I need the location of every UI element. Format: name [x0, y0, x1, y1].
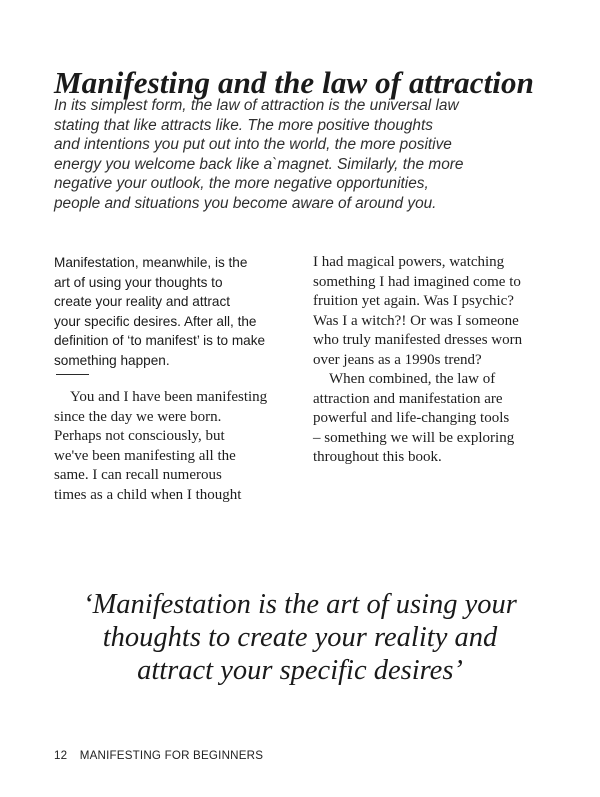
body-line: I had magical powers, watching: [313, 254, 505, 270]
intro-line: people and situations you become aware of around you.: [54, 194, 437, 212]
body-line: powerful and life-changing tools: [313, 410, 510, 426]
body-line: Was I a witch?! Or was I someone: [313, 312, 519, 329]
intro-line: energy you welcome back like a`magnet. Similarly, the more: [54, 155, 464, 173]
right-column-body: [313, 253, 563, 468]
body-line: over jeans as a 1990s trend?: [313, 351, 482, 368]
chapter-title: Manifesting and the law of attraction: [54, 64, 534, 100]
body-line: who truly manifested dresses worn: [313, 332, 523, 348]
body-line: – something we will be exploring: [313, 429, 515, 446]
definition-line: definition of ‘to manifest’ is to make: [54, 333, 266, 349]
short-divider-rule: [56, 374, 89, 375]
body-line: throughout this book.: [313, 449, 442, 465]
definition-line: Manifestation, meanwhile, is the: [54, 255, 248, 270]
definition-line: your specific desires. After all, the: [54, 313, 257, 329]
pull-quote-line: thoughts to create your reality and: [102, 622, 498, 653]
body-line: since the day we were born.: [54, 408, 222, 425]
intro-line: negative your outlook, the more negative opportunities,: [54, 175, 429, 193]
definition-paragraph: [54, 253, 284, 371]
body-line: something I had imagined come to: [313, 273, 521, 290]
body-line: attraction and manifestation are: [313, 390, 503, 407]
pull-quote: [0, 588, 600, 687]
page-footer: [54, 749, 263, 763]
body-line: we've been manifesting all the: [54, 447, 236, 464]
definition-line: something happen.: [54, 352, 170, 368]
intro-line: In its simplest form, the law of attraction is the universal law: [54, 97, 459, 114]
intro-line: and intentions you put out into the world, the more positive: [54, 136, 452, 154]
definition-line: create your reality and attract: [54, 294, 231, 310]
definition-line: art of using your thoughts to: [54, 274, 223, 290]
pull-quote-line: attract your specific desires’: [137, 655, 463, 686]
body-line: When combined, the law of: [329, 371, 496, 387]
pull-quote-line: ‘Manifestation is the art of using your: [83, 589, 517, 620]
body-line: times as a child when I thought: [54, 486, 242, 503]
body-line: same. I can recall numerous: [54, 467, 222, 483]
body-line: fruition yet again. Was I psychic?: [313, 293, 514, 309]
left-column-body: [54, 388, 289, 505]
body-line: You and I have been manifesting: [70, 389, 268, 405]
intro-paragraph: [54, 96, 554, 214]
intro-line: stating that like attracts like. The more positive thoughts: [54, 116, 433, 134]
page-number: 12: [54, 749, 68, 762]
running-title: MANIFESTING FOR BEGINNERS: [79, 749, 264, 762]
body-line: Perhaps not consciously, but: [54, 428, 225, 444]
